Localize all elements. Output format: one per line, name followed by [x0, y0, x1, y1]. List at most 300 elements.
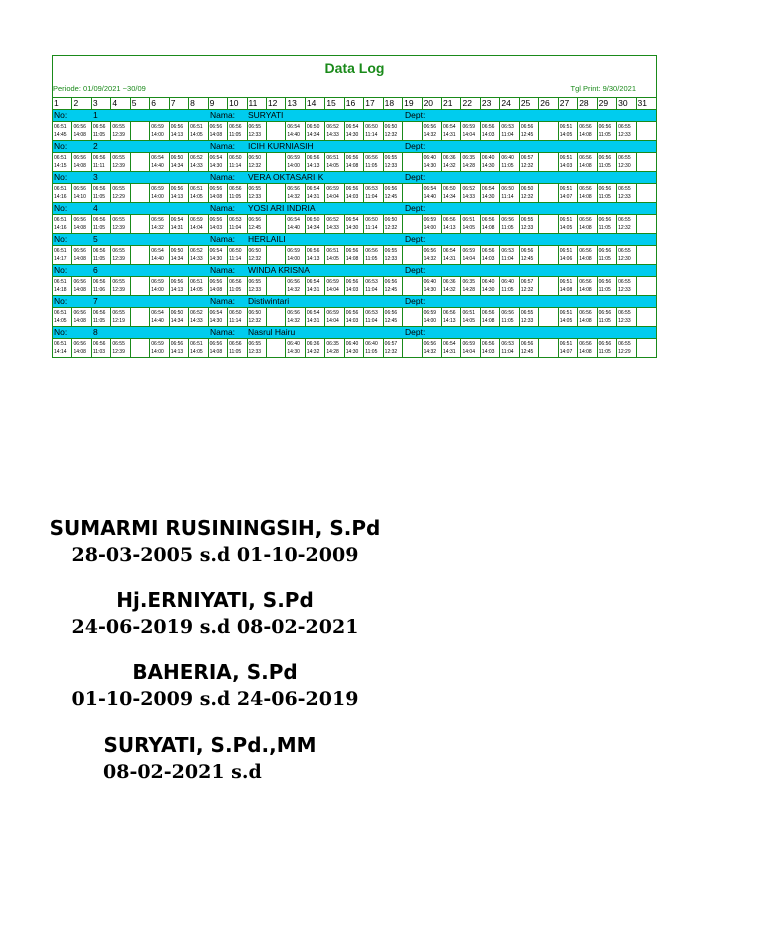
- employee-number: 3: [93, 172, 98, 182]
- time-cell: 06:55 12:29: [111, 184, 130, 202]
- time-cell: 06:51 14:05: [189, 339, 208, 357]
- time-cell: [131, 153, 150, 171]
- time-cell: 06:55 12:29: [617, 339, 636, 357]
- time-cell: [131, 122, 150, 140]
- time-cell: [637, 277, 656, 295]
- time-cell: 06:51 14:03: [559, 153, 578, 171]
- time-cell: 06:56 11:05: [598, 277, 617, 295]
- time-cell: 06:55 12:39: [111, 277, 130, 295]
- employee-times-row: [53, 121, 656, 140]
- time-cell: 06:40 14:30: [423, 277, 442, 295]
- time-cell: 06:56 11:05: [598, 184, 617, 202]
- time-cell: 06:35 14:28: [325, 339, 344, 357]
- time-cell: 06:54 14:31: [442, 339, 461, 357]
- time-cell: 06:55 12:39: [111, 246, 130, 264]
- nama-label: Nama:: [210, 234, 236, 244]
- time-cell: [539, 308, 558, 326]
- time-cell: 06:53 11:04: [364, 184, 383, 202]
- time-cell: 06:54 14:31: [306, 308, 325, 326]
- employee-name: YOSI ARI INDRIA: [248, 203, 316, 213]
- time-cell: 06:59 14:04: [461, 339, 480, 357]
- time-cell: 06:56 12:45: [520, 339, 539, 357]
- employee-times-row: [53, 183, 656, 202]
- time-cell: 06:56 14:08: [209, 339, 228, 357]
- time-cell: 06:50 11:14: [228, 308, 247, 326]
- day-header-cell: 5: [131, 98, 150, 109]
- nama-label: Nama:: [210, 172, 236, 182]
- time-cell: 06:54 14:30: [209, 308, 228, 326]
- employee-header-row: [53, 264, 656, 276]
- day-header-cell: 29: [598, 98, 617, 109]
- no-label: No:: [54, 296, 68, 306]
- time-cell: 06:54 14:40: [423, 184, 442, 202]
- employee-header-row: [53, 233, 656, 245]
- time-cell: 06:56 14:08: [578, 184, 597, 202]
- employee-header-row: [53, 326, 656, 338]
- employee-header-row: [53, 295, 656, 307]
- time-cell: [539, 184, 558, 202]
- time-cell: [131, 277, 150, 295]
- time-cell: [131, 215, 150, 233]
- time-cell: 06:55 12:30: [617, 153, 636, 171]
- day-header-cell: 27: [559, 98, 578, 109]
- day-header-cell: 9: [209, 98, 228, 109]
- time-cell: 06:56 11:05: [92, 122, 111, 140]
- employee-number: 6: [93, 265, 98, 275]
- time-cell: 06:56 14:32: [423, 339, 442, 357]
- time-cell: [539, 277, 558, 295]
- time-cell: 06:50 12:32: [248, 153, 267, 171]
- time-cell: 06:50 11:14: [500, 184, 519, 202]
- signature-period: 28-03-2005 s.d 01-10-2009: [71, 544, 359, 566]
- time-cell: 06:57 12:32: [520, 277, 539, 295]
- day-header-cell: 19: [403, 98, 422, 109]
- time-cell: 06:55 12:39: [111, 122, 130, 140]
- day-header-cell: 21: [442, 98, 461, 109]
- time-cell: 06:56 11:05: [228, 122, 247, 140]
- dept-label: Dept:: [405, 203, 426, 213]
- time-cell: 06:56 14:08: [72, 246, 91, 264]
- time-cell: [267, 153, 286, 171]
- time-cell: 06:56 14:08: [72, 339, 91, 357]
- time-cell: [539, 339, 558, 357]
- employee-number: 2: [93, 141, 98, 151]
- time-cell: 06:56 12:45: [384, 277, 403, 295]
- time-cell: 06:54 14:40: [286, 122, 305, 140]
- time-cell: [403, 339, 422, 357]
- time-cell: 06:56 14:08: [578, 122, 597, 140]
- day-header-cell: 11: [248, 98, 267, 109]
- day-header-cell: 31: [637, 98, 648, 108]
- time-cell: 06:56 11:05: [500, 215, 519, 233]
- employee-header-row: [53, 171, 656, 183]
- time-cell: 06:56 14:32: [286, 277, 305, 295]
- nama-label: Nama:: [210, 265, 236, 275]
- day-header-row: [53, 97, 656, 109]
- time-cell: [403, 246, 422, 264]
- day-header-cell: 26: [539, 98, 558, 109]
- time-cell: 06:36 14:32: [442, 277, 461, 295]
- no-label: No:: [54, 203, 68, 213]
- time-cell: [637, 308, 656, 326]
- time-cell: 06:55 12:33: [384, 153, 403, 171]
- time-cell: 06:56 11:05: [598, 122, 617, 140]
- dept-label: Dept:: [405, 141, 426, 151]
- time-cell: 06:51 14:05: [53, 308, 72, 326]
- day-header-cell: 25: [520, 98, 539, 109]
- time-cell: 06:56 14:08: [72, 153, 91, 171]
- employee-name: Distiwintari: [248, 296, 290, 306]
- time-cell: 06:36 14:32: [442, 153, 461, 171]
- time-cell: [267, 277, 286, 295]
- time-cell: 06:56 14:13: [170, 277, 189, 295]
- no-label: No:: [54, 110, 68, 120]
- day-header-cell: 28: [578, 98, 597, 109]
- day-header-cell: 22: [461, 98, 480, 109]
- signature-block: [0, 588, 430, 638]
- nama-label: Nama:: [210, 141, 236, 151]
- time-cell: 06:56 14:08: [578, 277, 597, 295]
- time-cell: [267, 184, 286, 202]
- time-cell: 06:55 12:33: [248, 339, 267, 357]
- time-cell: 06:56 14:08: [209, 277, 228, 295]
- time-cell: 06:55 12:33: [617, 184, 636, 202]
- time-cell: [131, 308, 150, 326]
- time-cell: 06:56 14:03: [481, 246, 500, 264]
- time-cell: 06:50 14:34: [170, 246, 189, 264]
- time-cell: 06:56 14:13: [442, 308, 461, 326]
- time-cell: 06:51 14:07: [559, 184, 578, 202]
- employee-list: [53, 109, 656, 357]
- time-cell: 06:56 12:45: [520, 122, 539, 140]
- time-cell: [267, 246, 286, 264]
- time-cell: [403, 308, 422, 326]
- time-cell: 06:59 14:04: [189, 215, 208, 233]
- time-cell: 06:40 11:05: [364, 339, 383, 357]
- no-label: No:: [54, 141, 68, 151]
- log-title: Data Log: [324, 60, 385, 76]
- time-cell: 06:56 12:45: [384, 184, 403, 202]
- time-cell: 06:56 14:08: [481, 308, 500, 326]
- employee-number: 8: [93, 327, 98, 337]
- day-header-cell: 16: [345, 98, 364, 109]
- time-cell: 06:56 14:32: [286, 184, 305, 202]
- time-cell: 06:59 14:00: [286, 246, 305, 264]
- employee-times-row: [53, 307, 656, 326]
- day-header-cell: 24: [500, 98, 519, 109]
- time-cell: 06:56 14:08: [578, 153, 597, 171]
- time-cell: 06:54 14:31: [306, 277, 325, 295]
- time-cell: [637, 153, 656, 171]
- time-cell: 06:56 12:45: [248, 215, 267, 233]
- employee-header-row: [53, 140, 656, 152]
- time-cell: 06:55 12:33: [384, 246, 403, 264]
- time-cell: 06:56 14:03: [345, 277, 364, 295]
- time-cell: 06:59 14:00: [150, 184, 169, 202]
- time-cell: [403, 215, 422, 233]
- time-cell: 06:50 14:34: [170, 153, 189, 171]
- time-cell: 06:54 14:31: [170, 215, 189, 233]
- time-cell: 06:55 12:33: [520, 215, 539, 233]
- time-cell: 06:56 14:08: [578, 215, 597, 233]
- time-cell: 06:51 14:07: [559, 339, 578, 357]
- time-cell: 06:36 14:32: [306, 339, 325, 357]
- time-cell: 06:55 12:39: [111, 339, 130, 357]
- time-cell: [637, 339, 656, 357]
- time-cell: 06:53 11:04: [364, 277, 383, 295]
- time-cell: 06:59 14:00: [423, 308, 442, 326]
- time-cell: [637, 184, 656, 202]
- day-header-cell: 2: [72, 98, 91, 109]
- time-cell: 06:59 14:04: [325, 277, 344, 295]
- time-cell: 06:56 14:08: [578, 308, 597, 326]
- signature-block: [0, 660, 430, 710]
- time-cell: 06:51 14:06: [559, 246, 578, 264]
- time-cell: 06:51 14:05: [189, 184, 208, 202]
- time-cell: 06:52 14:33: [325, 215, 344, 233]
- time-cell: 06:56 14:08: [345, 246, 364, 264]
- time-cell: 06:56 14:10: [72, 184, 91, 202]
- time-cell: 06:53 11:04: [500, 122, 519, 140]
- time-cell: 06:51 14:05: [325, 246, 344, 264]
- time-cell: [267, 339, 286, 357]
- employee-name: ICIH KURNIASIH: [248, 141, 314, 151]
- signature-block: [0, 733, 420, 783]
- time-cell: 06:40 11:05: [500, 153, 519, 171]
- dept-label: Dept:: [405, 327, 426, 337]
- time-cell: [539, 122, 558, 140]
- time-cell: 06:59 14:04: [461, 122, 480, 140]
- time-cell: 06:54 14:31: [442, 122, 461, 140]
- time-cell: 06:59 14:04: [325, 184, 344, 202]
- time-cell: 06:50 12:32: [384, 215, 403, 233]
- time-cell: [267, 308, 286, 326]
- time-cell: 06:56 14:13: [306, 153, 325, 171]
- time-cell: [267, 122, 286, 140]
- time-cell: 06:55 12:33: [248, 184, 267, 202]
- time-cell: 06:50 11:14: [364, 215, 383, 233]
- time-cell: 06:56 11:05: [598, 246, 617, 264]
- day-header-cell: 17: [364, 98, 383, 109]
- periode-text: Periode: 01/09/2021 ~30/09: [53, 84, 146, 93]
- signature-period: 08-02-2021 s.d: [103, 761, 262, 783]
- no-label: No:: [54, 265, 68, 275]
- signature-name: SUMARMI RUSININGSIH, S.Pd: [49, 516, 381, 540]
- time-cell: 06:51 14:05: [559, 215, 578, 233]
- employee-name: VERA OKTASARI K: [248, 172, 324, 182]
- time-cell: 06:56 11:05: [598, 215, 617, 233]
- time-cell: [637, 246, 656, 264]
- day-header-cell: 8: [189, 98, 208, 109]
- time-cell: 06:59 14:00: [423, 215, 442, 233]
- signature-block: [0, 516, 430, 566]
- time-cell: 06:56 14:13: [170, 122, 189, 140]
- time-cell: 06:53 11:04: [364, 308, 383, 326]
- time-cell: 06:56 11:05: [364, 153, 383, 171]
- time-cell: 06:52 14:33: [325, 122, 344, 140]
- time-cell: [637, 122, 656, 140]
- time-cell: 06:54 14:30: [345, 215, 364, 233]
- no-label: No:: [54, 327, 68, 337]
- time-cell: 06:56 11:05: [92, 215, 111, 233]
- time-cell: 06:56 11:06: [92, 277, 111, 295]
- time-cell: 06:35 14:28: [461, 277, 480, 295]
- time-cell: 06:40 14:30: [345, 339, 364, 357]
- day-header-cell: 15: [325, 98, 344, 109]
- employee-times-row: [53, 338, 656, 357]
- time-cell: 06:50 12:32: [520, 184, 539, 202]
- employee-name: WINDA KRISNA: [248, 265, 310, 275]
- time-cell: 06:51 14:15: [53, 153, 72, 171]
- time-cell: 06:51 14:16: [53, 184, 72, 202]
- time-cell: 06:56 14:08: [209, 122, 228, 140]
- time-cell: 06:56 14:32: [423, 246, 442, 264]
- time-cell: 06:54 14:30: [481, 184, 500, 202]
- time-cell: 06:54 14:30: [345, 122, 364, 140]
- time-cell: 06:54 14:31: [442, 246, 461, 264]
- employee-number: 1: [93, 110, 98, 120]
- employee-name: SURYATI: [248, 110, 284, 120]
- day-header-cell: 23: [481, 98, 500, 109]
- time-cell: 06:51 14:05: [461, 215, 480, 233]
- time-cell: 06:55 12:33: [617, 122, 636, 140]
- dept-label: Dept:: [405, 110, 426, 120]
- time-cell: 06:56 11:05: [228, 277, 247, 295]
- time-cell: 06:55 12:33: [617, 308, 636, 326]
- employee-times-row: [53, 245, 656, 264]
- time-cell: 06:53 11:04: [228, 215, 247, 233]
- time-cell: 06:51 14:18: [53, 277, 72, 295]
- time-cell: 06:52 14:33: [461, 184, 480, 202]
- time-cell: 06:55 12:32: [617, 215, 636, 233]
- time-cell: [131, 246, 150, 264]
- day-header-cell: 18: [384, 98, 403, 109]
- day-header-cell: 14: [306, 98, 325, 109]
- time-cell: 06:40 14:30: [481, 277, 500, 295]
- time-cell: 06:56 14:03: [481, 122, 500, 140]
- time-cell: 06:56 11:03: [92, 339, 111, 357]
- time-cell: 06:56 14:08: [72, 215, 91, 233]
- time-cell: 06:51 14:08: [559, 277, 578, 295]
- time-cell: 06:56 11:05: [364, 246, 383, 264]
- signature-name: BAHERIA, S.Pd: [132, 660, 298, 684]
- time-cell: 06:50 12:32: [248, 308, 267, 326]
- time-cell: 06:52 14:33: [189, 308, 208, 326]
- dept-label: Dept:: [405, 265, 426, 275]
- time-cell: 06:54 14:31: [306, 184, 325, 202]
- time-cell: 06:56 14:32: [423, 122, 442, 140]
- time-cell: 06:52 14:33: [189, 153, 208, 171]
- time-cell: 06:53 11:04: [500, 246, 519, 264]
- time-cell: 06:56 14:03: [345, 308, 364, 326]
- time-cell: 06:56 14:13: [306, 246, 325, 264]
- day-header-cell: 30: [617, 98, 636, 109]
- day-header-cell: 6: [150, 98, 169, 109]
- time-cell: 06:57 12:32: [520, 153, 539, 171]
- tgl-print-text: Tgl Print: 9/30/2021: [570, 84, 636, 93]
- time-cell: 06:56 12:45: [520, 246, 539, 264]
- time-cell: [539, 153, 558, 171]
- time-cell: 06:56 14:13: [442, 215, 461, 233]
- time-cell: 06:54 14:40: [150, 153, 169, 171]
- time-cell: 06:59 14:04: [325, 308, 344, 326]
- time-cell: 06:50 11:14: [228, 246, 247, 264]
- time-cell: 06:50 12:32: [384, 122, 403, 140]
- time-cell: 06:35 14:28: [461, 153, 480, 171]
- time-cell: [539, 246, 558, 264]
- signature-name: SURYATI, S.Pd.,MM: [103, 733, 317, 757]
- time-cell: 06:51 14:05: [189, 122, 208, 140]
- time-cell: 06:56 14:08: [578, 339, 597, 357]
- time-cell: [403, 184, 422, 202]
- data-log-table: [52, 55, 657, 358]
- time-cell: 06:56 14:13: [170, 184, 189, 202]
- employee-number: 5: [93, 234, 98, 244]
- day-header-cell: 13: [286, 98, 305, 109]
- day-header-cell: 7: [170, 98, 189, 109]
- time-cell: 06:50 12:32: [248, 246, 267, 264]
- time-cell: 06:55 12:33: [617, 277, 636, 295]
- time-cell: 06:53 11:04: [500, 339, 519, 357]
- time-cell: 06:56 14:13: [170, 339, 189, 357]
- time-cell: 06:56 14:08: [72, 122, 91, 140]
- time-cell: [403, 153, 422, 171]
- dept-label: Dept:: [405, 172, 426, 182]
- time-cell: 06:40 11:05: [500, 277, 519, 295]
- time-cell: 06:50 14:34: [306, 122, 325, 140]
- time-cell: 06:55 12:30: [617, 246, 636, 264]
- time-cell: 06:51 14:17: [53, 246, 72, 264]
- time-cell: 06:56 12:45: [384, 308, 403, 326]
- day-header-cell: 12: [267, 98, 286, 109]
- employee-header-row: [53, 109, 656, 121]
- time-cell: 06:59 14:00: [150, 122, 169, 140]
- employee-header-row: [53, 202, 656, 214]
- time-cell: 06:56 14:08: [578, 246, 597, 264]
- time-cell: 06:56 14:08: [345, 153, 364, 171]
- time-cell: 06:51 14:45: [53, 122, 72, 140]
- time-cell: 06:56 11:05: [228, 339, 247, 357]
- time-cell: 06:50 11:14: [228, 153, 247, 171]
- signature-period: 24-06-2019 s.d 08-02-2021: [71, 616, 359, 638]
- time-cell: 06:51 14:05: [189, 277, 208, 295]
- time-cell: [637, 215, 656, 233]
- time-cell: 06:56 11:11: [92, 153, 111, 171]
- time-cell: 06:55 12:39: [111, 153, 130, 171]
- time-cell: 06:51 14:05: [461, 308, 480, 326]
- time-cell: 06:40 14:30: [423, 153, 442, 171]
- dept-label: Dept:: [405, 234, 426, 244]
- time-cell: 06:51 14:16: [53, 215, 72, 233]
- time-cell: 06:56 14:32: [286, 308, 305, 326]
- day-header-cell: 10: [228, 98, 247, 109]
- nama-label: Nama:: [210, 110, 236, 120]
- time-cell: 06:56 14:03: [481, 339, 500, 357]
- time-cell: 06:40 14:30: [481, 153, 500, 171]
- time-cell: 06:56 14:08: [209, 184, 228, 202]
- time-cell: 06:59 14:00: [150, 277, 169, 295]
- time-cell: 06:56 14:08: [72, 277, 91, 295]
- time-cell: [131, 339, 150, 357]
- time-cell: 06:51 14:14: [53, 339, 72, 357]
- time-cell: 06:54 14:40: [150, 246, 169, 264]
- time-cell: 06:50 14:34: [442, 184, 461, 202]
- employee-number: 4: [93, 203, 98, 213]
- time-cell: 06:51 14:05: [559, 308, 578, 326]
- time-cell: 06:56 11:05: [598, 339, 617, 357]
- time-cell: 06:56 14:03: [345, 184, 364, 202]
- time-cell: 06:56 11:05: [228, 184, 247, 202]
